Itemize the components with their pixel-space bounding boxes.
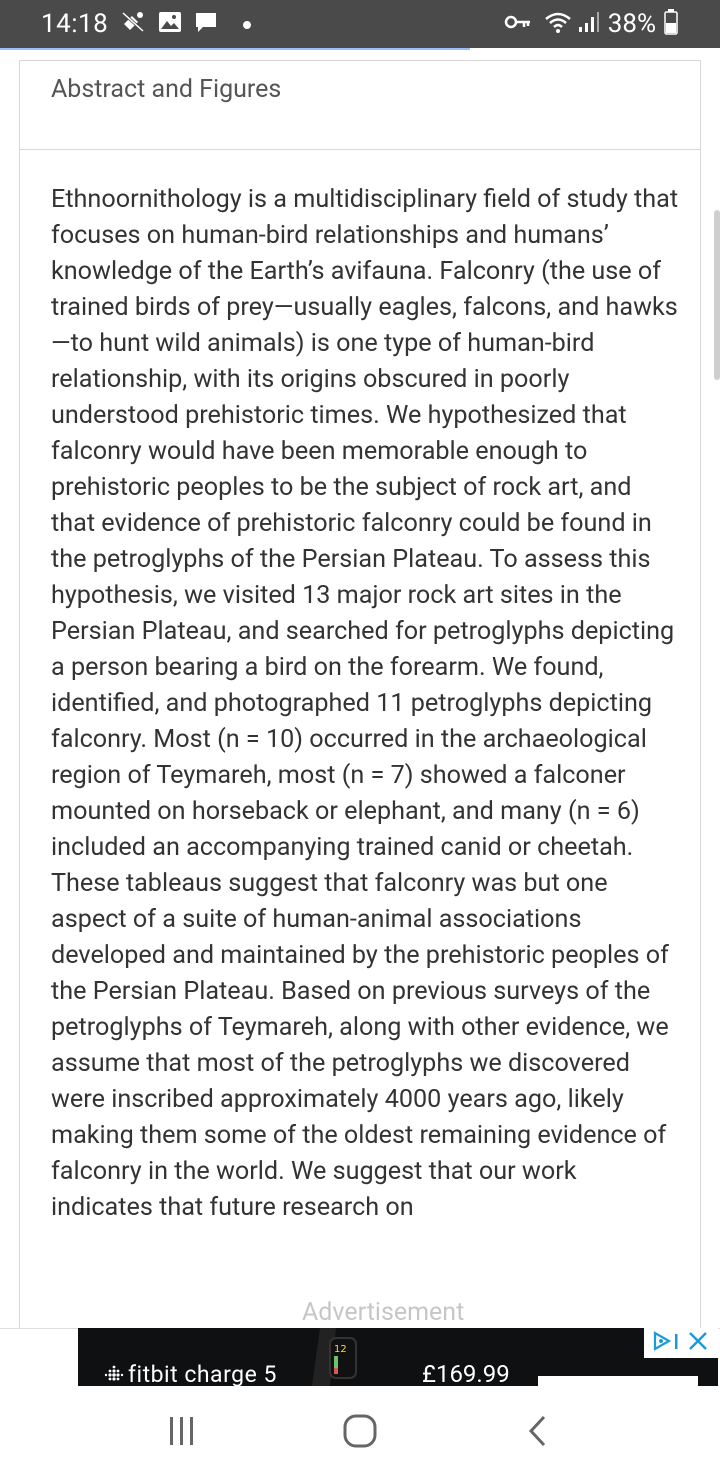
watch-display-time: 12 xyxy=(334,1344,347,1355)
home-icon[interactable] xyxy=(340,1411,380,1455)
smartwatch-image xyxy=(306,1328,366,1386)
signal-icon xyxy=(578,11,600,37)
status-bar xyxy=(0,0,720,48)
section-title: Abstract and Figures xyxy=(51,75,282,104)
adchoices-icon[interactable] xyxy=(652,1329,686,1357)
back-icon[interactable] xyxy=(523,1413,553,1453)
page-load-progress xyxy=(0,48,470,50)
message-icon xyxy=(194,10,218,38)
recent-apps-icon[interactable] xyxy=(167,1414,197,1452)
ad-brand-name: fitbit charge 5 xyxy=(128,1361,277,1386)
close-ad-icon[interactable] xyxy=(686,1329,710,1357)
adchoices-badge[interactable] xyxy=(644,1328,718,1358)
battery-icon xyxy=(664,9,678,39)
abstract-text: Ethnoornithology is a multidisciplinary field of study that focuses on human-bird relationships and humans’ knowledge of the Earth’s avifauna. Falconry (the use of trained birds of prey—usually eagles, falcons, and hawks—to hunt wild animals) is one type of human-bird relationship, with its origins obscured in poorly understood prehistoric times. We hypothesized that falconry would have been memorable enough to prehistoric peoples to be the subject of rock art, and that evidence of prehistoric falconry could be found in the petroglyphs of the Persian Plateau. To assess this hypothesis, we visited 13 major rock art sites in the Persian Plateau, and searched for petroglyphs depicting a person bearing a bird on the forearm. We found, identified, and photographed 11 petroglyphs depicting falconry. Most (n = 10) occurred in the archaeological region of Teymareh, most (n = 7) showed a falconer mounted on horseback or elephant, and many (n = 6) included an accompanying trained canid or cheetah. These tableaus suggest that falconry was but one aspect of a suite of human-animal associations developed and maintained by the prehistoric peoples of the Persian Plateau. Based on previous surveys of the petroglyphs of Teymareh, along with other evidence, we assume that most of the petroglyphs we discovered were inscribed approximately 4000 years ago, likely making them some of the oldest remaining evidence of falconry in the world. We suggest that our work indicates that future research on xyxy=(51,185,679,1222)
gallery-icon xyxy=(158,11,182,37)
ad-banner[interactable] xyxy=(78,1328,718,1386)
scrollbar-thumb[interactable] xyxy=(714,210,720,380)
notification-dot-icon xyxy=(242,15,252,34)
status-left xyxy=(41,9,252,39)
card-header xyxy=(20,61,700,150)
clock-time: 14:18 xyxy=(41,9,109,39)
system-nav-bar xyxy=(0,1386,720,1480)
status-right xyxy=(492,9,678,39)
advertisement-label: Advertisement xyxy=(302,1298,465,1327)
silent-mode-icon xyxy=(120,10,146,38)
fitbit-logo-icon xyxy=(104,1362,124,1386)
ad-price: £169.99 xyxy=(422,1360,510,1386)
ad-brand xyxy=(104,1361,277,1386)
abstract-card xyxy=(19,60,701,1460)
ad-cta-bar[interactable] xyxy=(538,1376,698,1386)
wifi-icon xyxy=(544,10,572,38)
battery-percentage: 38% xyxy=(607,9,656,39)
key-icon xyxy=(504,12,532,36)
